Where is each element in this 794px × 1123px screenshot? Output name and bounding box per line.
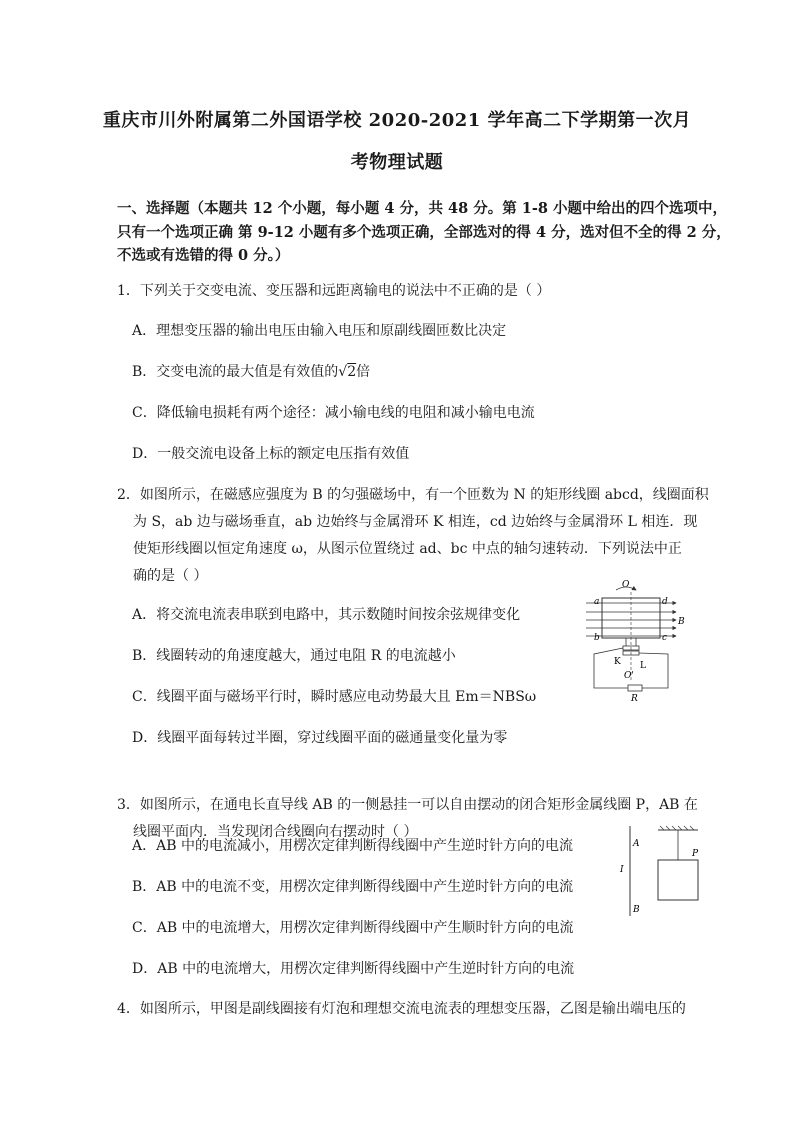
fig3-label-p: P	[692, 849, 699, 859]
q3-wire-loop-figure	[612, 822, 712, 922]
fig3-label-i: I	[620, 865, 624, 875]
resistor-r	[628, 685, 642, 691]
fig-label-field: B	[678, 617, 685, 627]
fig-label-o-bottom: O'	[624, 671, 634, 681]
q1-option-c: C．降低输电损耗有两个途径：减小输电线的电阻和减小输电电流	[132, 405, 535, 421]
fig-label-a: a	[594, 597, 600, 607]
q2-stem-line1: 2．如图所示，在磁感应强度为 B 的匀强磁场中，有一个匝数为 N 的矩形线圈 abcd，线圈面积	[117, 487, 709, 503]
q1-option-a: A．理想变压器的输出电压由输入电压和原副线圈匝数比决定	[132, 323, 507, 339]
section-instructions-line2: 只有一个选项正确 第 9-12 小题有多个选项正确，全部选对的得 4 分，选对但不全的得 2 分，	[117, 224, 731, 241]
q2-stem-line3: 使矩形线圈以恒定角速度 ω，从图示位置绕过 ad、bc 中点的轴匀速转动．下列说法中正	[133, 541, 682, 557]
q1-option-b	[132, 361, 370, 381]
section-instructions-line3: 不选或有选错的得 0 分。）	[117, 247, 290, 264]
q1-option-b-text: B．交变电流的最大值是有效值的	[132, 364, 339, 380]
q1-stem: 1．下列关于交变电流、变压器和远距离输电的说法中不正确的是（ ）	[117, 283, 551, 299]
loop-p	[658, 860, 698, 900]
q1-option-b-radicand: 2	[347, 364, 357, 380]
q2-coil-figure	[580, 578, 690, 706]
fig-label-r: R	[631, 694, 638, 704]
fig-label-b: b	[594, 633, 600, 643]
fig-label-o-top: O	[622, 580, 630, 590]
q3-stem-line2: 线圈平面内．当发现闭合线圈向右摆动时（ ）	[133, 824, 418, 840]
fig-label-k: K	[614, 657, 621, 667]
q1-option-d: D．一般交流电设备上标的额定电压指有效值	[132, 446, 410, 462]
q3-option-c: C．AB 中的电流增大，用楞次定律判断得线圈中产生顺时针方向的电流	[132, 920, 574, 936]
fig-label-l: L	[640, 661, 646, 671]
fig-label-c: c	[662, 633, 668, 643]
q3-option-a: A．AB 中的电流减小，用楞次定律判断得线圈中产生逆时针方向的电流	[132, 838, 573, 854]
q2-stem-line4: 确的是（ ）	[133, 568, 208, 584]
section-instructions-line1: 一、选择题（本题共 12 个小题，每小题 4 分，共 48 分。第 1-8 小题中给出的四个选项中，	[117, 200, 728, 217]
q1-option-b-suffix: 倍	[356, 364, 371, 380]
q2-option-c: C．线圈平面与磁场平行时，瞬时感应电动势最大且 Em＝NBSω	[132, 689, 537, 705]
ceiling-hatch	[660, 826, 694, 830]
q2-stem-line2: 为 S，ab 边与磁场垂直，ab 边始终与金属滑环 K 相连，cd 边始终与金属滑环 L 相连．现	[133, 514, 698, 530]
exam-title-line1: 重庆市川外附属第二外国语学校 2020-2021 学年高二下学期第一次月	[102, 110, 692, 131]
q4-stem-line1: 4．如图所示，甲图是副线圈接有灯泡和理想交流电流表的理想变压器，乙图是输出端电压的	[117, 1001, 686, 1017]
sqrt-symbol: √2	[338, 364, 357, 380]
q2-option-b: B．线圈转动的角速度越大，通过电阻 R 的电流越小	[132, 648, 456, 664]
fig3-label-a: A	[633, 839, 640, 849]
q2-option-a: A．将交流电流表串联到电路中，其示数随时间按余弦规律变化	[132, 607, 521, 623]
q3-option-d: D．AB 中的电流增大，用楞次定律判断得线圈中产生逆时针方向的电流	[132, 961, 575, 977]
exam-title-line2: 考物理试题	[350, 152, 444, 173]
q3-option-b: B．AB 中的电流不变，用楞次定律判断得线圈中产生逆时针方向的电流	[132, 879, 574, 895]
q3-stem-line1: 3．如图所示，在通电长直导线 AB 的一侧悬挂一可以自由摆动的闭合矩形金属线圈 P，AB 在	[117, 797, 698, 813]
fig3-label-b: B	[633, 905, 640, 915]
q2-option-d: D．线圈平面每转过半圈，穿过线圈平面的磁通量变化量为零	[132, 730, 508, 746]
fig-label-d: d	[662, 597, 668, 607]
